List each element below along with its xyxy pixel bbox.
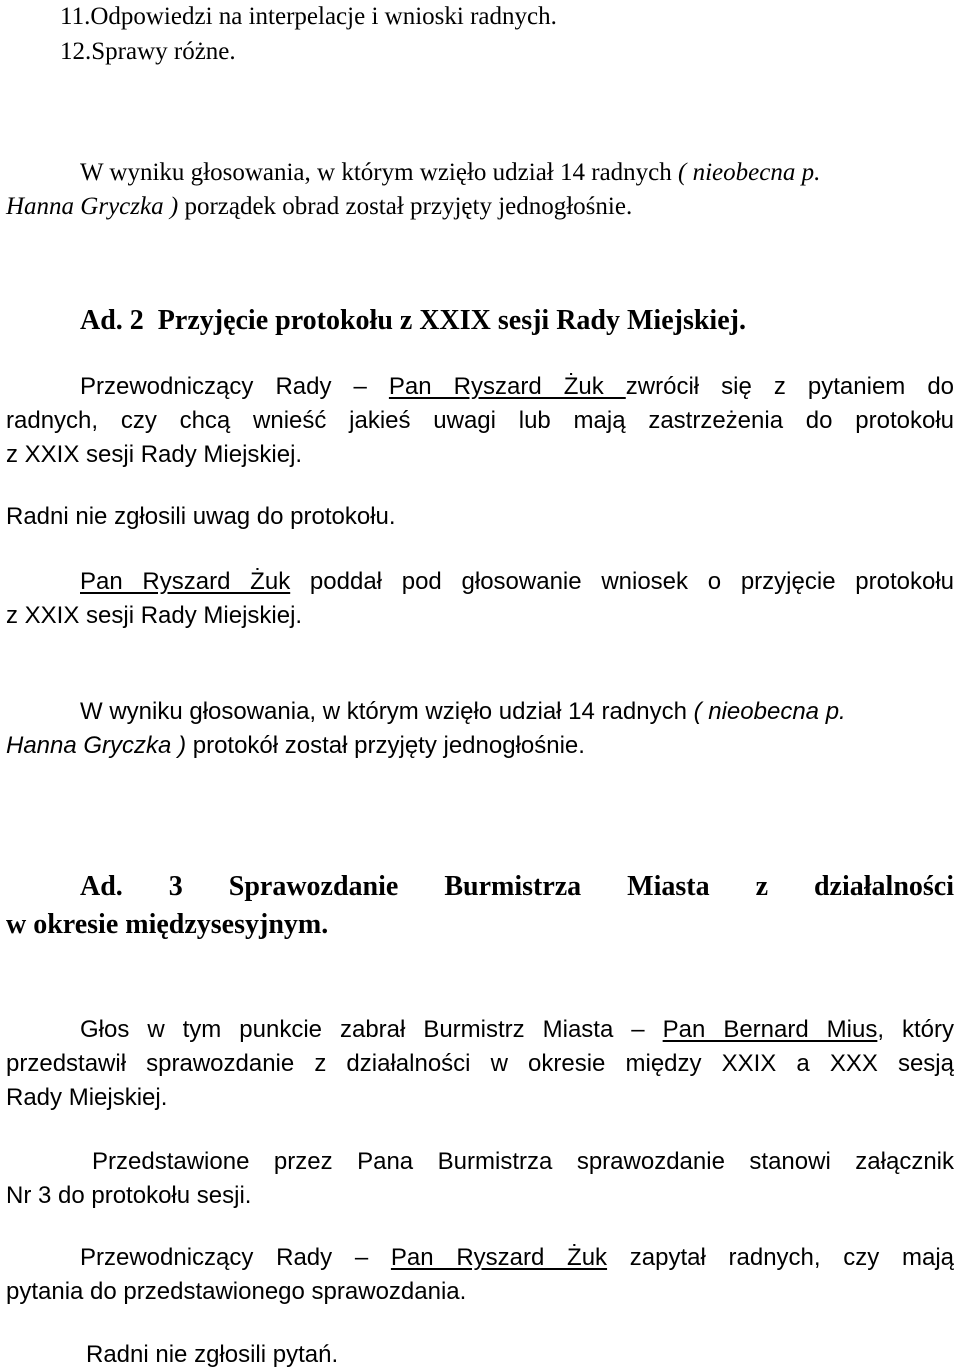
section2-p2: Radni nie zgłosili uwag do protokołu.	[6, 503, 396, 530]
mayor-text-tail: , który	[877, 1016, 955, 1043]
section3-p2-line1: Przedstawione przez Pana Burmistrza sprawozdanie stanowi załącznik	[92, 1148, 954, 1175]
chairman-label: Przewodniczący Rady –	[80, 373, 389, 400]
section3-heading-line1: Ad. 3 Sprawozdanie Burmistrza Miasta z działalności	[80, 871, 954, 902]
section2-p1-line2: radnych, czy chcą wnieść jakieś uwagi lub mają zastrzeżenia do protokołu	[6, 407, 954, 434]
chairman-name-2: Pan Ryszard Żuk	[80, 568, 291, 595]
vote1-line1	[80, 156, 954, 190]
section3-p4: Radni nie zgłosili pytań.	[86, 1341, 339, 1368]
section2-heading-number: Ad. 2	[80, 305, 144, 336]
vote1-line2	[6, 190, 954, 224]
vote1-result: porządek obrad został przyjęty jednogłośnie.	[178, 193, 633, 220]
vote2-text: W wyniku głosowania, w którym wzięło udział 14 radnych	[80, 698, 694, 725]
section2-p1-line3: z XXIX sesji Rady Miejskiej.	[6, 441, 303, 468]
section3-p1-line2: przedstawił sprawozdanie z działalności w okresie między XXIX a XXX sesją	[6, 1050, 954, 1077]
question-text: zwrócił się z pytaniem do	[625, 373, 955, 400]
section3-p1-line1	[80, 1013, 954, 1047]
section2-p3-line2: z XXIX sesji Rady Miejskiej.	[6, 602, 303, 629]
section2-heading	[80, 304, 954, 338]
agenda-item-11: 11.Odpowiedzi na interpelacje i wnioski radnych.	[60, 3, 557, 30]
section2-heading-text: Przyjęcie protokołu z XXIX sesji Rady Miejskiej.	[157, 305, 746, 336]
section2-p4-line1	[80, 695, 954, 729]
vote1-absent-name: Hanna Gryczka )	[6, 193, 179, 220]
section3-p1-line3: Rady Miejskiej.	[6, 1084, 168, 1111]
section3-p2-line2: Nr 3 do protokołu sesji.	[6, 1182, 252, 1209]
chairman-name-3: Pan Ryszard Żuk	[390, 1244, 608, 1271]
vote1-absent-note: ( nieobecna p.	[678, 159, 821, 186]
section3-p3-line1	[80, 1241, 954, 1275]
section3-heading-line2: w okresie międzysesyjnym.	[6, 909, 329, 940]
question-text-3: zapytał radnych, czy mają	[607, 1244, 955, 1271]
vote1-text: W wyniku głosowania, w którym wzięło udział 14 radnych	[80, 159, 679, 186]
mayor-label: Głos w tym punkcie zabrał Burmistrz Miasta –	[80, 1016, 663, 1043]
section2-p1-line1	[80, 370, 954, 404]
vote2-absent-name: Hanna Gryczka )	[6, 732, 187, 759]
section3-p3-line2: pytania do przedstawionego sprawozdania.	[6, 1278, 467, 1305]
agenda-item-12: 12.Sprawy różne.	[60, 38, 236, 65]
section2-p3-line1	[80, 565, 954, 599]
chairman-label-3: Przewodniczący Rady –	[80, 1244, 391, 1271]
vote2-result: protokół został przyjęty jednogłośnie.	[186, 732, 585, 759]
mayor-name: Pan Bernard Mius	[662, 1016, 878, 1043]
vote2-absent-note: ( nieobecna p.	[693, 698, 846, 725]
chairman-name: Pan Ryszard Żuk	[388, 373, 626, 400]
motion-text: poddał pod głosowanie wniosek o przyjęcie protokołu	[290, 568, 954, 595]
section2-p4-line2	[6, 729, 954, 763]
